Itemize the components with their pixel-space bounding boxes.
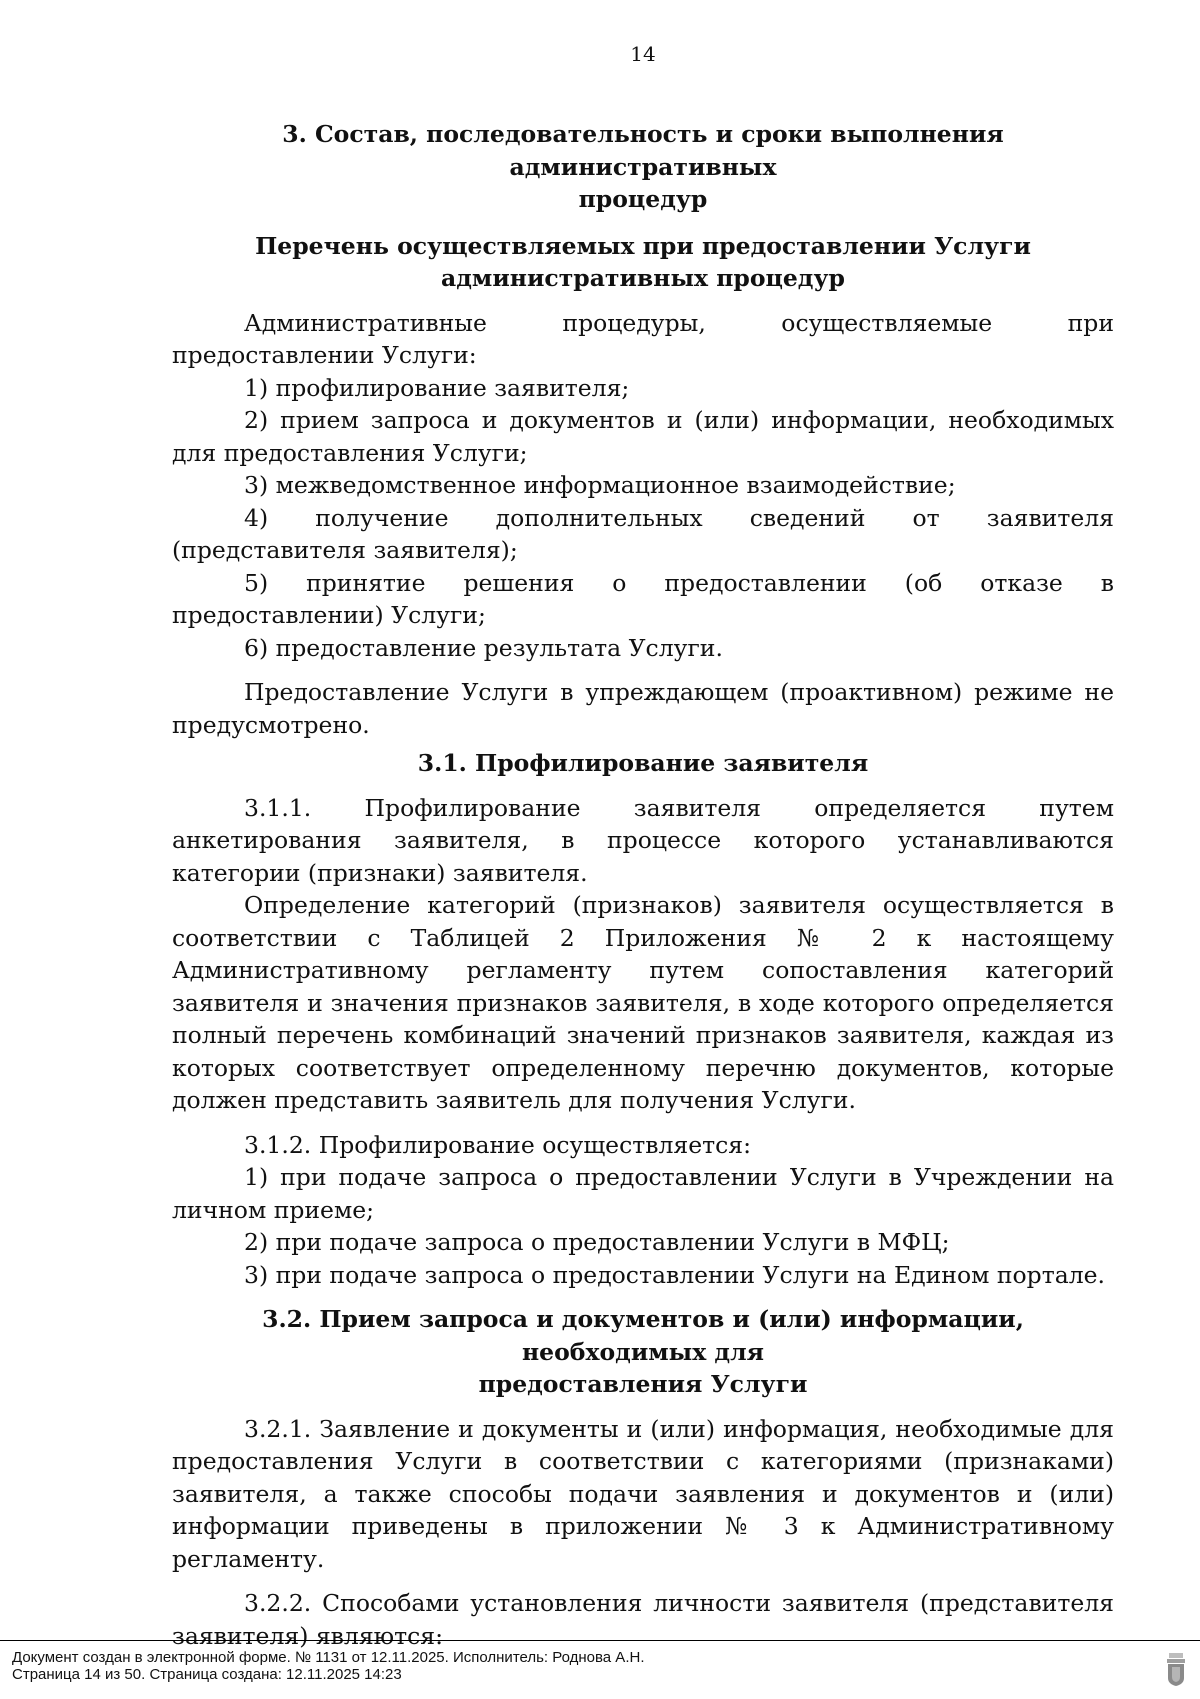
- section-3-subtitle-line2: административных процедур: [441, 264, 845, 292]
- section-3-2-title-line2: предоставления Услуги: [478, 1370, 808, 1398]
- procedure-item: 1) профилирование заявителя;: [244, 373, 630, 402]
- profiling-item: 2) при подаче запроса о предоставлении Услуги в МФЦ;: [244, 1228, 950, 1256]
- paragraph-3-1-2: 3.1.2. Профилирование осуществляется:: [244, 1130, 752, 1159]
- footer-text: [12, 1649, 644, 1683]
- section-3-subtitle-line1: Перечень осуществляемых при предоставлении Услуги: [255, 231, 1031, 260]
- profiling-item: 3) при подаче запроса о предоставлении Услуги на Едином портале.: [244, 1260, 1106, 1289]
- procedure-item: 3) межведомственное информационное взаимодействие;: [244, 471, 956, 499]
- section-3-1-title: 3.1. Профилирование заявителя: [417, 749, 869, 777]
- footer-line-2: Страница 14 из 50. Страница создана: 12.11.2025 14:23: [12, 1666, 402, 1683]
- section-3-title-line1: 3. Состав, последовательность и сроки выполнения административных: [282, 120, 1004, 181]
- procedure-item: 5) принятие решения о предоставлении (об отказе в предоставлении) Услуги;: [172, 568, 1114, 629]
- document-footer: [0, 1640, 1200, 1699]
- procedures-intro: Административные процедуры, осуществляемые при предоставлении Услуги:: [172, 308, 1114, 369]
- paragraph-3-1-1: 3.1.1. Профилирование заявителя определяется путем анкетирования заявителя, в процессе которого устанавливаются категории (признаки) заявителя.: [172, 793, 1114, 887]
- page-number: 14: [630, 42, 656, 66]
- proactive-note: Предоставление Услуги в упреждающем (проактивном) режиме не предусмотрено.: [172, 678, 1114, 739]
- section-3-subtitle: [172, 230, 1114, 295]
- profiling-item: 1) при подаче запроса о предоставлении Услуги в Учреждении на личном приеме;: [172, 1163, 1114, 1224]
- paragraph-categories: Определение категорий (признаков) заявителя осуществляется в соответствии с Таблицей 2 Приложения № 2 к настоящему Административному регламенту путем сопоставления категорий заявителя и значения признаков заявителя, в ходе которого определяется полный перечень комбинаций значений признаков заявителя, каждая из которых соответствует определенному перечню документов, которые должен представить заявитель для получения Услуги.: [172, 891, 1114, 1114]
- document-body: [172, 38, 1114, 1652]
- footer-line-1: Документ создан в электронной форме. № 1131 от 12.11.2025. Исполнитель: Роднова А.Н.: [12, 1649, 645, 1666]
- procedure-item: 6) предоставление результата Услуги.: [244, 633, 723, 662]
- section-3-title: [172, 118, 1114, 216]
- section-3-2-title-line1: 3.2. Прием запроса и документов и (или) информации, необходимых для: [262, 1305, 1024, 1366]
- coat-of-arms-icon: [1164, 1651, 1188, 1687]
- paragraph-3-2-1: 3.2.1. Заявление и документы и (или) информация, необходимые для предоставления Услуги в соответствии с категориями (признаками) заявителя, а также способы подачи заявления и документов и (или) информации приведены в приложении № 3 к Административному регламенту.: [172, 1414, 1114, 1573]
- section-3-title-line2: процедур: [578, 185, 708, 213]
- section-3-2-title: [172, 1303, 1114, 1401]
- paragraph-3-2-2: 3.2.2. Способами установления личности заявителя (представителя заявителя) являются:: [172, 1589, 1114, 1650]
- procedure-item: 4) получение дополнительных сведений от заявителя (представителя заявителя);: [172, 503, 1114, 564]
- procedure-item: 2) прием запроса и документов и (или) информации, необходимых для предоставления Услуги;: [172, 406, 1114, 467]
